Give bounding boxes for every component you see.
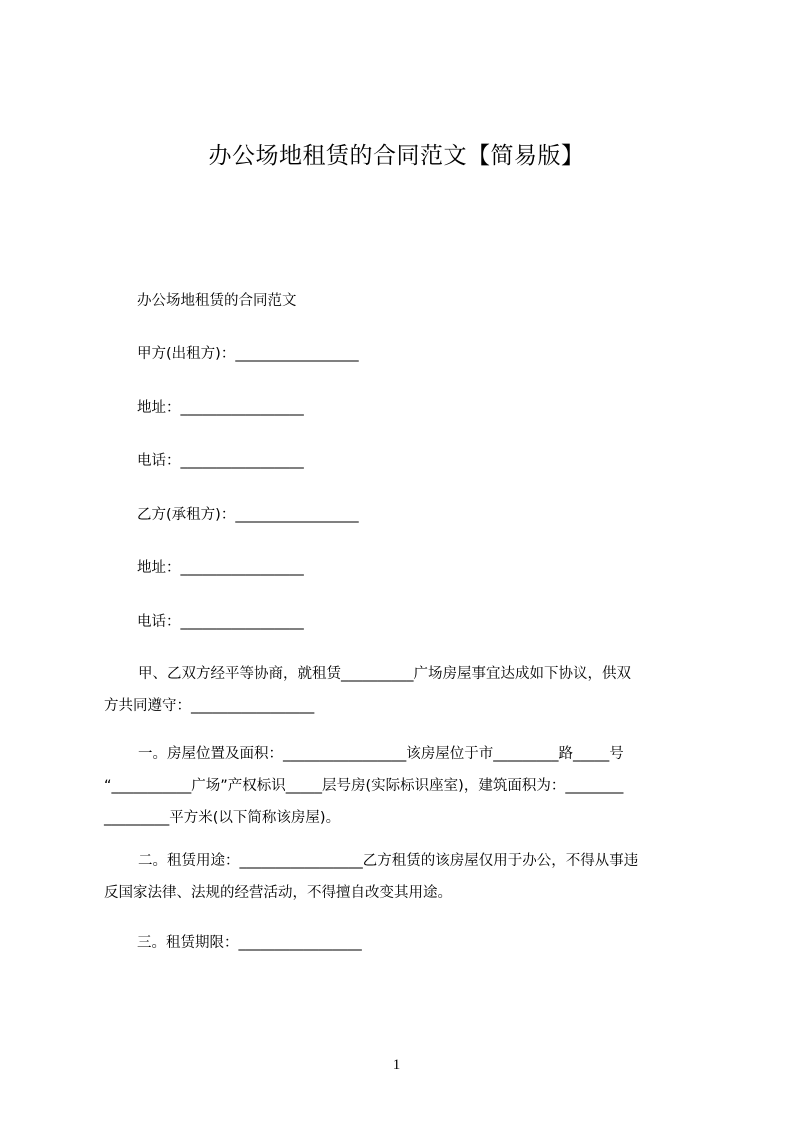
document-heading: 办公场地租赁的合同范文: [137, 293, 297, 309]
party-b-field: 乙方(承租方)：_________________: [137, 507, 359, 523]
clause-2-paragraph: [104, 845, 700, 909]
party-b-address-field: 地址：_________________: [137, 560, 304, 576]
page-number: 1: [392, 1057, 401, 1073]
party-a-phone-field: 电话：_________________: [137, 453, 304, 469]
preamble-paragraph: [104, 658, 700, 722]
party-a-address-field: 地址：_________________: [137, 400, 304, 416]
preamble-line-2: 方共同遵守：_________________: [104, 698, 315, 714]
clause-3-field: 三。租赁期限：_________________: [137, 935, 362, 951]
clause-1-line-2: “___________广场”产权标识_____层号房(实际标识座室)，建筑面积为：________: [104, 778, 624, 794]
clause-2-line-1: 二。租赁用途：_________________乙方租赁的该房屋仅用于办公，不得从事违: [138, 853, 639, 869]
document-title: 办公场地租赁的合同范文【简易版】: [208, 143, 585, 169]
preamble-line-1: 甲、乙双方经平等协商，就租赁__________广场房屋事宜达成如下协议，供双: [138, 666, 631, 682]
clause-1-line-3: _________平方米(以下简称该房屋)。: [104, 810, 341, 826]
clause-1-line-1: 一。房屋位置及面积：_________________该房屋位于市_________路_____号: [138, 746, 624, 762]
clause-1-paragraph: [104, 738, 700, 834]
party-a-field: 甲方(出租方)：_________________: [137, 346, 359, 362]
party-b-phone-field: 电话：_________________: [137, 614, 304, 630]
clause-2-line-2: 反国家法律、法规的经营活动，不得擅自改变其用途。: [104, 885, 452, 901]
